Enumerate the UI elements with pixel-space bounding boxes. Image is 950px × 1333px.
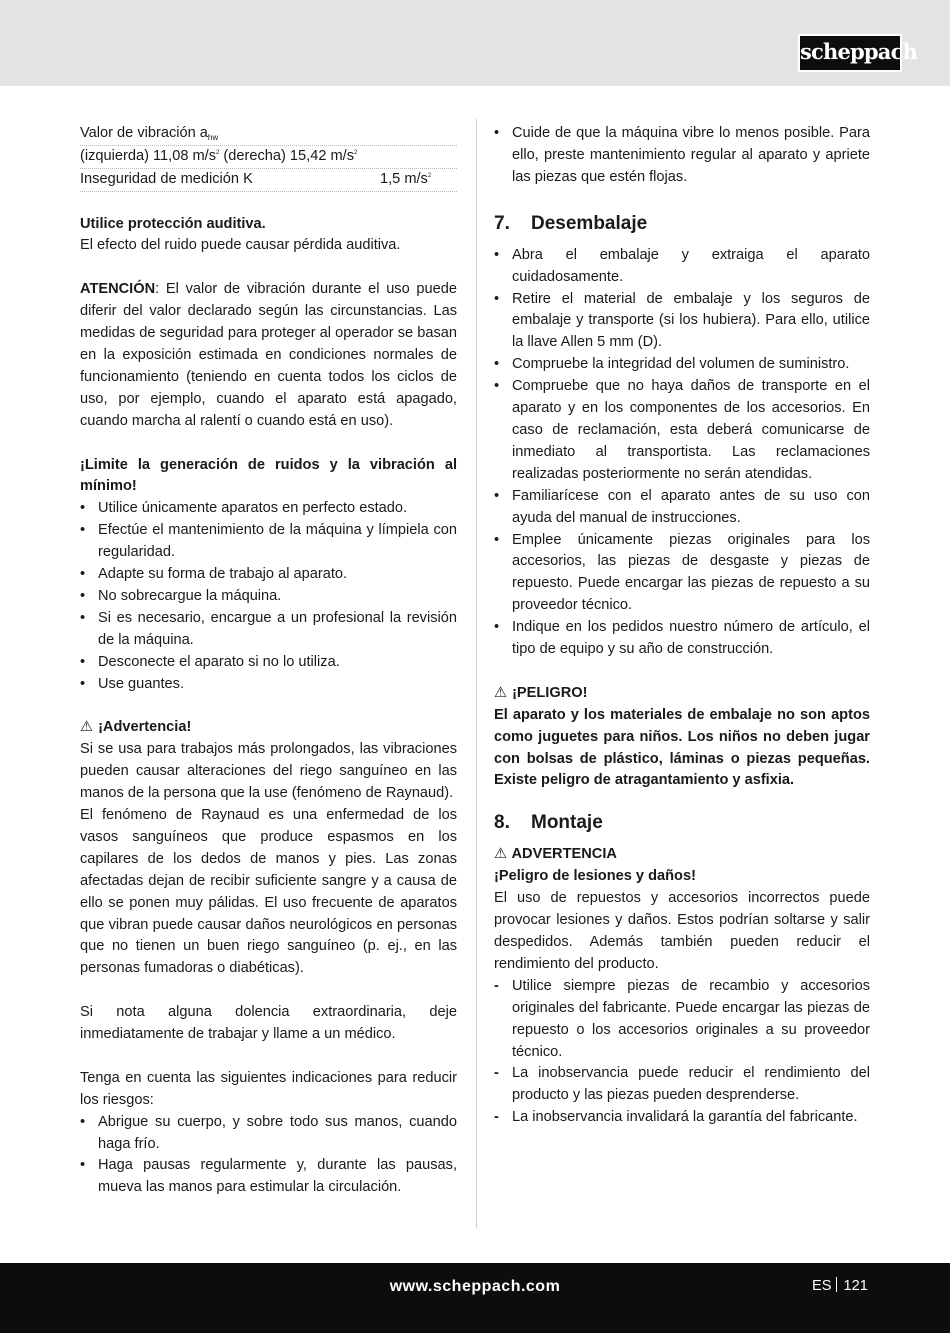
limit-noise-title: ¡Limite la generación de ruidos y la vibración al mínimo!	[80, 456, 457, 495]
list-item: • Familiarícese con el aparato antes de su uso con ayuda del manual de instrucciones.	[494, 487, 870, 526]
warning-paragraph: Si se usa para trabajos más prolongados, las vibraciones pueden causar alteraciones del riego sanguíneo en las manos de la persona que la use (fenómeno de Raynaud).	[80, 741, 457, 802]
header-bar	[0, 0, 950, 86]
list-item: • Compruebe la integridad del volumen de suministro.	[494, 356, 850, 373]
attention-text: : El valor de vibración durante el uso puede diferir del valor declarado según las circunstancias. Las medidas de seguridad para proteger al operador se basan en la exposición estimada en condiciones normales de funcionamiento (teniendo en cuenta todos los ciclos de uso, por ejemplo, cuando el aparato está apagado, cuando marcha al ralentí o cuando está en uso).	[80, 281, 457, 429]
section-7-heading: 7. Desembalaje	[494, 212, 648, 234]
vibration-spec-table	[80, 123, 457, 192]
danger-text: El aparato y los materiales de embalaje no son aptos como juguetes para niños. Los niños no deben jugar con bolsas de plástico, láminas o piezas pequeñas. Existe peligro de atragantamiento y asfixia.	[494, 706, 870, 789]
page-number: 121	[843, 1278, 868, 1294]
left-column	[80, 123, 457, 1199]
column-divider	[476, 119, 477, 1228]
vibration-tips-list	[494, 123, 870, 189]
page-separator	[836, 1277, 837, 1292]
advertencia-text: El uso de repuestos y accesorios incorrectos puede provocar lesiones y daños. Estos podrían soltarse y salir despedidos. Además también pueden reducir el rendimiento del producto.	[494, 890, 870, 972]
spec-superscript: 2	[216, 149, 220, 156]
list-item: • Haga pausas regularmente y, durante las pausas, mueva las manos para estimular la circulación.	[80, 1157, 457, 1196]
spec-uncertainty-value: 1,5 $m/s^2$	[380, 170, 432, 187]
list-item: • Use guantes.	[80, 675, 184, 692]
section-8-heading: 8. Montaje	[494, 812, 603, 834]
raynaud-paragraph: El fenómeno de Raynaud es una enfermedad de los vasos sanguíneos que produce espasmos en los capilares de los dedos de manos y pies. Las zonas afectadas dejan de recibir suficiente sangre y a causa de ello se ponen muy pálidas. El uso frecuente de aparatos que vibran puede causar daños neurológicos en personas que no tienen un buen riego sanguíneo (p. ej., en las personas fumadoras o diabéticas).	[80, 806, 457, 977]
list-item: • Retire el material de embalaje y los seguros de embalaje y transporte (si los hubiera). Para ello, utilice la llave Allen 5 mm (D).	[494, 290, 870, 351]
spec-value-right: (derecha) 15,42 m/s	[219, 147, 354, 164]
spec-row-values	[80, 146, 457, 169]
brand-logo: scheppach	[798, 34, 902, 72]
list-item: • Abrigue su cuerpo, y sobre todo sus manos, cuando haga frío.	[80, 1113, 457, 1152]
list-item: • Adapte su forma de trabajo al aparato.	[80, 566, 348, 583]
spec-label: Inseguridad de medición K	[80, 170, 253, 187]
limit-noise-list	[80, 498, 457, 695]
warning-triangle-icon: ⚠	[494, 684, 508, 701]
spec-row-vibration	[80, 123, 457, 146]
list-item: • Cuide de que la máquina vibre lo menos posible. Para ello, preste mantenimiento regular al aparato y apriete las piezas que estén flojas.	[494, 125, 870, 185]
spec-row-uncertainty	[80, 169, 457, 192]
language-code: ES	[812, 1278, 832, 1294]
list-item: • No sobrecargue la máquina.	[80, 587, 282, 604]
list-item: - Utilice siempre piezas de recambio y accesorios originales del fabricante. Puede encargar las piezas de repuesto o los accesorios originales a su proveedor técnico.	[494, 977, 870, 1060]
list-item: • Indique en los pedidos nuestro número de artículo, el tipo de equipo y su año de construcción.	[494, 619, 870, 658]
warning-triangle-icon: ⚠	[494, 846, 508, 863]
list-item: • Efectúe el mantenimiento de la máquina y límpiela con regularidad.	[80, 522, 457, 561]
spec-value-left: (izquierda) 11,08 m/s	[80, 147, 216, 164]
hearing-protection-text: El efecto del ruido puede causar pérdida auditiva.	[80, 237, 401, 254]
list-item: • Utilice únicamente aparatos en perfecto estado.	[80, 500, 408, 517]
danger-heading: ⚠ ¡PELIGRO!	[494, 683, 870, 705]
list-item: • Abra el embalaje y extraiga el aparato cuidadosamente.	[494, 246, 870, 285]
injury-danger-subtitle: ¡Peligro de lesiones y daños!	[494, 868, 696, 885]
hearing-protection-title: Utilice protección auditiva.	[80, 215, 266, 232]
page-indicator	[812, 1276, 868, 1298]
list-item: • Emplee únicamente piezas originales para los accesorios, las piezas de desgaste y piezas de repuesto. Puede encargar las piezas de repuesto a su proveedor técnico.	[494, 531, 870, 614]
unpacking-list	[494, 245, 870, 661]
attention-label: ATENCIÓN	[80, 281, 156, 298]
footer-bar	[0, 1263, 950, 1333]
warning-triangle-icon: ⚠	[80, 719, 94, 736]
list-item: - La inobservancia puede reducir el rendimiento del producto y las piezas pueden desprenderse.	[494, 1065, 870, 1104]
spec-subscript: hw	[207, 133, 219, 142]
list-item: • Si es necesario, encargue a un profesional la revisión de la máquina.	[80, 609, 457, 648]
list-item: - La inobservancia invalidará la garantía del fabricante.	[494, 1109, 858, 1126]
list-item: • Compruebe que no haya daños de transporte en el aparato y en los componentes de los accesorios. En caso de reclamación, esta deberá comunicarse de inmediato al transportista. Las reclamaciones realizadas posteriormente no serán atendidas.	[494, 378, 870, 482]
list-item: • Desconecte el aparato si no lo utiliza.	[80, 653, 340, 670]
risk-list	[80, 1112, 457, 1200]
spec-superscript: 2	[354, 149, 358, 156]
risk-intro: Tenga en cuenta las siguientes indicaciones para reducir los riesgos:	[80, 1069, 457, 1108]
doctor-paragraph: Si nota alguna dolencia extraordinaria, deje inmediatamente de trabajar y llame a un médico.	[80, 1004, 457, 1043]
assembly-dash-list	[494, 976, 870, 1129]
website-link[interactable]: www.scheppach.com	[389, 1278, 561, 1295]
attention-paragraph	[80, 279, 457, 432]
warning-heading: ⚠ ¡Advertencia!	[80, 717, 457, 739]
advertencia-heading: ⚠ ADVERTENCIA	[494, 844, 870, 866]
right-column	[494, 123, 870, 1129]
spec-label: Valor de vibración a	[80, 125, 208, 141]
